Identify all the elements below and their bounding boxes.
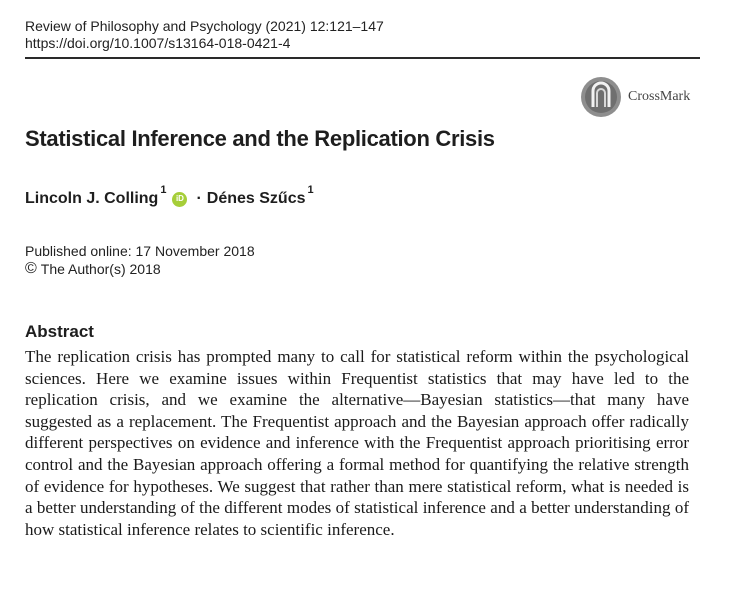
author-name[interactable]: Lincoln J. Colling: [25, 190, 159, 207]
copyright-text: The Author(s) 2018: [40, 261, 161, 277]
author-affiliation: 1: [160, 184, 167, 196]
crossmark-icon: [580, 76, 622, 118]
abstract-text: The replication crisis has prompted many to call for statistical reform within the psychological sciences. Here we examine issues within Frequentist statistics that may have led to the replication crisis, and we examine the alternative—Bayesian statistics—that many have suggested as a replacement. The Frequentist approach and the Bayesian approach offer radically different perspectives on evidence and inference with the Frequentist approach prioritising error control and the Bayesian approach offering a formal method for quantifying the relative strength of evidence for hypotheses. We suggest that rather than mere statistical reform, what is needed is a better understanding of the different modes of statistical inference and a better understanding of how statistical inference relates to scientific inference.: [25, 347, 689, 539]
orcid-icon[interactable]: [172, 192, 187, 207]
author-separator: ·: [196, 190, 202, 207]
orcid-label: iD: [175, 194, 184, 203]
article-title: Statistical Inference and the Replication Crisis: [25, 126, 495, 151]
abstract-heading: Abstract: [25, 322, 94, 341]
author-affiliation: 1: [307, 184, 314, 196]
crossmark-badge[interactable]: [580, 75, 690, 119]
copyright-icon: ©: [25, 260, 37, 277]
copyright-line: [25, 261, 161, 277]
author-name[interactable]: Dénes Szűcs: [206, 190, 306, 207]
journal-citation: Review of Philosophy and Psychology (2021) 12:121–147: [25, 18, 384, 34]
doi-link[interactable]: https://doi.org/10.1007/s13164-018-0421-4: [25, 35, 291, 51]
crossmark-label: CrossMark: [628, 89, 691, 104]
author-list: [25, 184, 314, 208]
published-date: Published online: 17 November 2018: [25, 243, 255, 259]
header-divider: [25, 57, 700, 59]
